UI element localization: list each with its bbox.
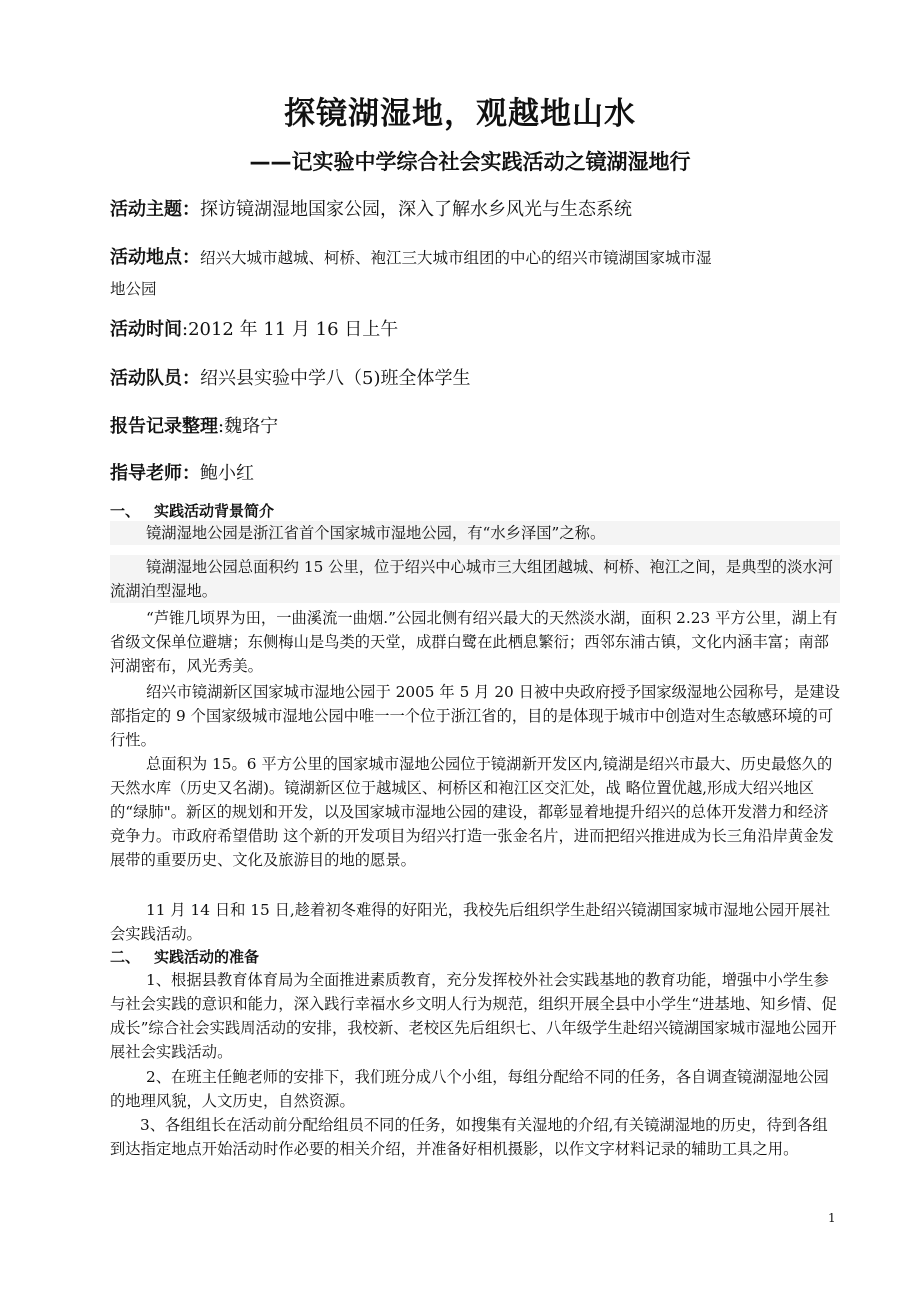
- section1-paragraph-5: 总面积为 15。6 平方公里的国家城市湿地公园位于镜湖新开发区内,镜湖是绍兴市最大、历史最悠久的天然水库（历史又名湖)。镜湖新区位于越城区、柯桥区和袍江区交汇处，战 略位置优越,形成大绍兴地区的“绿肺"。新区的规划和开发，以及国家城市湿地公园的建设，都彰显着地提升绍兴的总体开发潜力和经济竞争力。市政府希望借助 这个新的开发项目为绍兴打造一张金名片，进而把绍兴推进成为长三角沿岸黄金发展带的重要历史、文化及旅游目的地的愿景。: [110, 755, 834, 869]
- section2-paragraph-2: 2、在班主任鲍老师的安排下，我们班分成八个小组，每组分配给不同的任务，各自调查镜湖湿地公园的地理风貌，人文历史，自然资源。: [110, 1068, 829, 1110]
- document-title: 探镜湖湿地，观越地山水: [284, 96, 636, 132]
- members-label: 活动队员：: [110, 368, 200, 389]
- info-teacher: [110, 457, 840, 491]
- section2-heading: [110, 946, 259, 967]
- info-members: [110, 362, 840, 396]
- document-subtitle: ——记实验中学综合社会实践活动之镜湖湿地行: [249, 150, 691, 174]
- section1-paragraph-1: 镜湖湿地公园是浙江省首个国家城市湿地公园，有“水乡泽国”之称。: [110, 521, 840, 545]
- section1-title: 实践活动背景简介: [154, 502, 275, 520]
- section1-paragraph-4: 绍兴市镜湖新区国家城市湿地公园于 2005 年 5 月 20 日被中央政府授予国家级湿地公园称号，是建设部指定的 9 个国家级城市湿地公园中唯一一个位于浙江省的，目的是体现于城市中创造对生态敏感环境的可行性。: [110, 683, 840, 749]
- location-label: 活动地点：: [110, 247, 200, 268]
- info-reporter: [110, 410, 840, 444]
- location-value-line1: 绍兴大城市越城、柯桥、袍江三大城市组团的中心的绍兴市镜湖国家城市湿: [200, 249, 712, 267]
- time-label: 活动时间: [110, 319, 182, 340]
- section1-paragraph-3: “芦锥几顷界为田，一曲溪流一曲烟.”公园北侧有绍兴最大的天然淡水湖，面积 2.23 平方公里，湖上有省级文保单位避塘；东侧梅山是鸟类的天堂，成群白鹭在此栖息繁衍；西邻东浦古镇，文化内涵丰富；南部河湖密布，风光秀美。: [110, 609, 838, 675]
- time-value: :2012 年 11 月 16 日上午: [182, 319, 399, 340]
- reporter-label: 报告记录整理: [110, 416, 218, 437]
- section1-paragraph-6: 11 月 14 日和 15 日,趁着初冬难得的好阳光，我校先后组织学生赴绍兴镜湖国家城市湿地公园开展社会实践活动。: [110, 901, 831, 943]
- theme-label: 活动主题：: [110, 199, 200, 220]
- section2-paragraph-3: 3、各组组长在活动前分配给组员不同的任务，如搜集有关湿地的介绍,有关镜湖湿地的历史，待到各组到达指定地点开始活动时作必要的相关介绍，并准备好相机摄影，以作文字材料记录的辅助工具之用。: [110, 1116, 828, 1158]
- info-theme: [110, 193, 840, 227]
- members-value: 绍兴县实验中学八（5)班全体学生: [200, 368, 471, 389]
- info-location: [110, 241, 840, 303]
- location-value-line2: 地公园: [110, 280, 157, 298]
- page-number: 1: [828, 1211, 836, 1225]
- section2-title: 实践活动的准备: [154, 948, 260, 966]
- teacher-label: 指导老师：: [110, 463, 200, 484]
- info-time: [110, 313, 840, 347]
- section1-paragraph-2: 镜湖湿地公园总面积约 15 公里，位于绍兴中心城市三大组团越城、柯桥、袍江之间，是典型的淡水河流湖泊型湿地。: [110, 555, 840, 603]
- section1-number: 一、: [110, 502, 141, 520]
- theme-value: 探访镜湖湿地国家公园，深入了解水乡风光与生态系统: [200, 199, 632, 220]
- teacher-value: 鲍小红: [200, 463, 254, 484]
- reporter-value: :魏珞宁: [218, 416, 279, 437]
- section2-number: 二、: [110, 948, 141, 966]
- section2-paragraph-1: 1、根据县教育体育局为全面推进素质教育，充分发挥校外社会实践基地的教育功能，增强中小学生参与社会实践的意识和能力，深入践行幸福水乡文明人行为规范，组织开展全县中小学生“进基地、知乡情、促成长”综合社会实践周活动的安排，我校新、老校区先后组织七、八年级学生赴绍兴镜湖国家城市湿地公园开展社会实践活动。: [110, 971, 837, 1061]
- section1-heading: [110, 500, 274, 521]
